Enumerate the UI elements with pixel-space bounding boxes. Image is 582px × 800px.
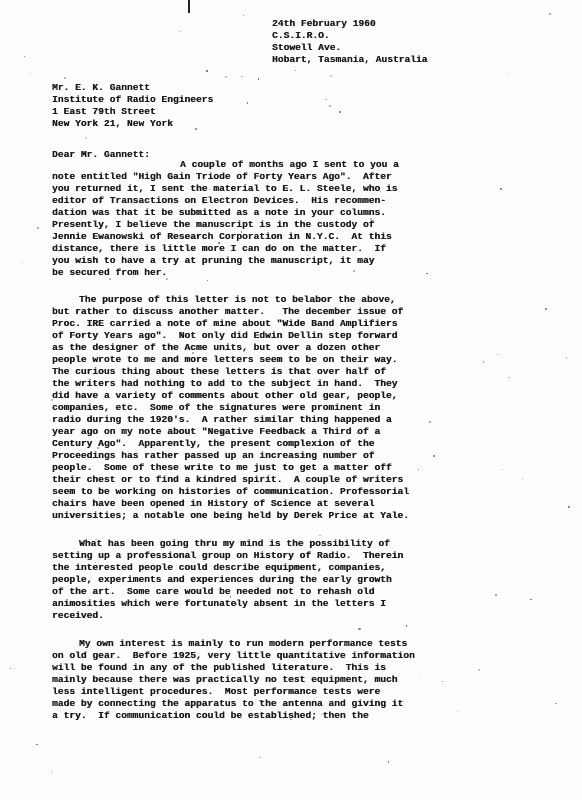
paragraph-line: What has been going thru my mind is the possibility of	[79, 538, 390, 549]
paragraph-line: the writers had nothing to add to the subject in hand. They	[52, 378, 398, 389]
paragraph-line: but rather to discuss another matter. The december issue of	[52, 306, 404, 317]
scan-mark	[188, 0, 190, 13]
scan-speck	[207, 280, 208, 281]
paragraph-line: My own interest is mainly to run modern performance tests	[79, 638, 408, 649]
paragraph-line: chairs have been opened in History of Science at several	[52, 498, 375, 509]
scan-speck	[325, 99, 327, 101]
paragraph-line: editor of Transactions on Electron Devices. His recommen-	[52, 195, 386, 206]
paragraph-line: companies, etc. Some of the signatures were prominent in	[52, 402, 381, 413]
recipient-name: Mr. E. K. Gannett	[52, 82, 150, 93]
scan-speck	[418, 469, 419, 470]
sender-city: Hobart, Tasmania, Australia	[272, 54, 428, 65]
recipient-street: 1 East 79th Street	[52, 106, 156, 117]
scan-speck	[426, 273, 428, 275]
paragraph-line: note entitled "High Gain Triode of Forty Years Ago". After	[52, 171, 392, 182]
scan-speck	[195, 128, 197, 130]
paragraph-line: did have a variety of comments about other old gear, people,	[52, 390, 398, 401]
scan-speck	[495, 594, 497, 596]
scan-speck	[85, 137, 87, 139]
scan-speck	[388, 761, 390, 763]
scan-speck	[358, 628, 360, 630]
scan-speck	[545, 308, 547, 310]
paragraph-line: be secured from her.	[52, 267, 168, 278]
scan-speck	[24, 56, 25, 57]
scan-speck	[10, 668, 11, 669]
scan-speck	[555, 703, 557, 705]
scan-speck	[29, 72, 30, 73]
paragraph-line: radio during the 1920's. A rather similar thing happened a	[52, 414, 392, 425]
scan-speck	[295, 70, 297, 72]
scan-speck	[51, 771, 53, 773]
scan-speck	[442, 681, 443, 682]
paragraph-line: Jennie Ewanowski of Research Corporation in N.Y.C. At this	[52, 231, 392, 242]
scan-speck	[483, 361, 485, 363]
scan-speck	[568, 506, 570, 508]
scan-speck	[180, 31, 181, 32]
paragraph-line: Proceedings has rather passed up an increasing number of	[52, 450, 375, 461]
paragraph-line: dation was that it be submitted as a note in your columns.	[52, 207, 386, 218]
salutation: Dear Mr. Gannett:	[52, 149, 150, 160]
scan-speck	[502, 469, 504, 471]
scan-speck	[259, 757, 260, 758]
scan-speck	[566, 357, 567, 358]
scan-speck	[247, 102, 249, 104]
paragraph-line: seem to be working on histories of communication. Professorial	[52, 486, 409, 497]
paragraph-line: setting up a professional group on History of Radio. Therein	[52, 550, 404, 561]
scan-speck	[508, 377, 509, 378]
paragraph-line: of Forty Years ago". Not only did Edwin Dellin step forward	[52, 330, 398, 341]
scan-speck	[522, 478, 523, 479]
scan-speck	[37, 227, 39, 229]
scan-speck	[243, 15, 245, 17]
paragraph-line: on old gear. Before 1925, very little quantitative information	[52, 650, 415, 661]
paragraph-line: as the designer of the Acme units, but over a dozen other	[52, 342, 381, 353]
scan-speck	[507, 73, 508, 74]
scan-speck	[319, 535, 321, 537]
paragraph-line: you returned it, I sent the material to E. L. Steele, who is	[52, 183, 398, 194]
paragraph-line: people. Some of these write to me just to get a matter off	[52, 462, 392, 473]
paragraph-line: mainly because there was practically no test equipment, much	[52, 674, 398, 685]
letter-date: 24th February 1960	[272, 18, 376, 29]
scan-speck	[64, 77, 66, 79]
paragraph-line: distance, there is little more I can do on the matter. If	[52, 243, 386, 254]
paragraph-line: their chest or to find a kindred spirit. A couple of writers	[52, 474, 404, 485]
scan-speck	[241, 76, 243, 78]
scan-speck	[36, 744, 37, 745]
paragraph-line: made by connecting the apparatus to the antenna and giving it	[52, 698, 404, 709]
paragraph-line: of the art. Some care would be needed not to rehash old	[52, 586, 375, 597]
scan-speck	[22, 262, 24, 264]
paragraph-line: The purpose of this letter is not to belabor the above,	[79, 294, 396, 305]
sender-street: Stowell Ave.	[272, 42, 342, 53]
sender-org: C.S.I.R.O.	[272, 30, 330, 41]
scan-speck	[500, 188, 502, 190]
paragraph-line: received.	[52, 610, 104, 621]
scan-speck	[339, 111, 340, 112]
paragraph-line: people, experiments and experiences during the early growth	[52, 574, 392, 585]
scan-speck	[433, 455, 435, 457]
paragraph-line: Presently, I believe the manuscript is in the custody of	[52, 219, 375, 230]
paragraph-line: will be found in any of the published literature. This is	[52, 662, 386, 673]
paragraph-line: The curious thing about these letters is that over half of	[52, 366, 386, 377]
paragraph-line: A couple of months ago I sent to you a	[180, 159, 399, 170]
scan-speck	[353, 270, 355, 272]
paragraph-line: universities; a notable one being held by Derek Price at Yale.	[52, 510, 409, 521]
scan-speck	[420, 675, 421, 676]
scan-speck	[457, 711, 458, 712]
scan-speck	[258, 78, 260, 80]
scan-speck	[530, 599, 531, 600]
paragraph-line: a try. If communication could be established; then the	[52, 710, 369, 721]
paragraph-line: Century Ago". Apparently, the present complexion of the	[52, 438, 375, 449]
paragraph-line: the interested people could describe equipment, companies,	[52, 562, 386, 573]
paragraph-line: animosities which were fortunately absent in the letters I	[52, 598, 386, 609]
scan-speck	[225, 76, 227, 78]
recipient-city: New York 21, New York	[52, 118, 173, 129]
paragraph-line: less intelligent procedures. Most performance tests were	[52, 686, 381, 697]
scan-speck	[329, 105, 331, 107]
paragraph-line: people wrote to me and more letters seem to be on their way.	[52, 354, 398, 365]
scan-speck	[406, 625, 408, 627]
paragraph-line: you wish to have a try at pruning the manuscript, it may	[52, 255, 375, 266]
scan-speck	[497, 354, 499, 356]
scan-speck	[478, 669, 480, 671]
recipient-org: Institute of Radio Engineers	[52, 94, 214, 105]
scan-speck	[549, 13, 550, 14]
paragraph-line: Proc. IRE carried a note of mine about "Wide Band Amplifiers	[52, 318, 398, 329]
scan-speck	[206, 70, 207, 71]
scan-speck	[330, 75, 332, 77]
scan-speck	[429, 421, 431, 423]
paragraph-line: year ago on my note about "Negative Feedback a Third of a	[52, 426, 381, 437]
